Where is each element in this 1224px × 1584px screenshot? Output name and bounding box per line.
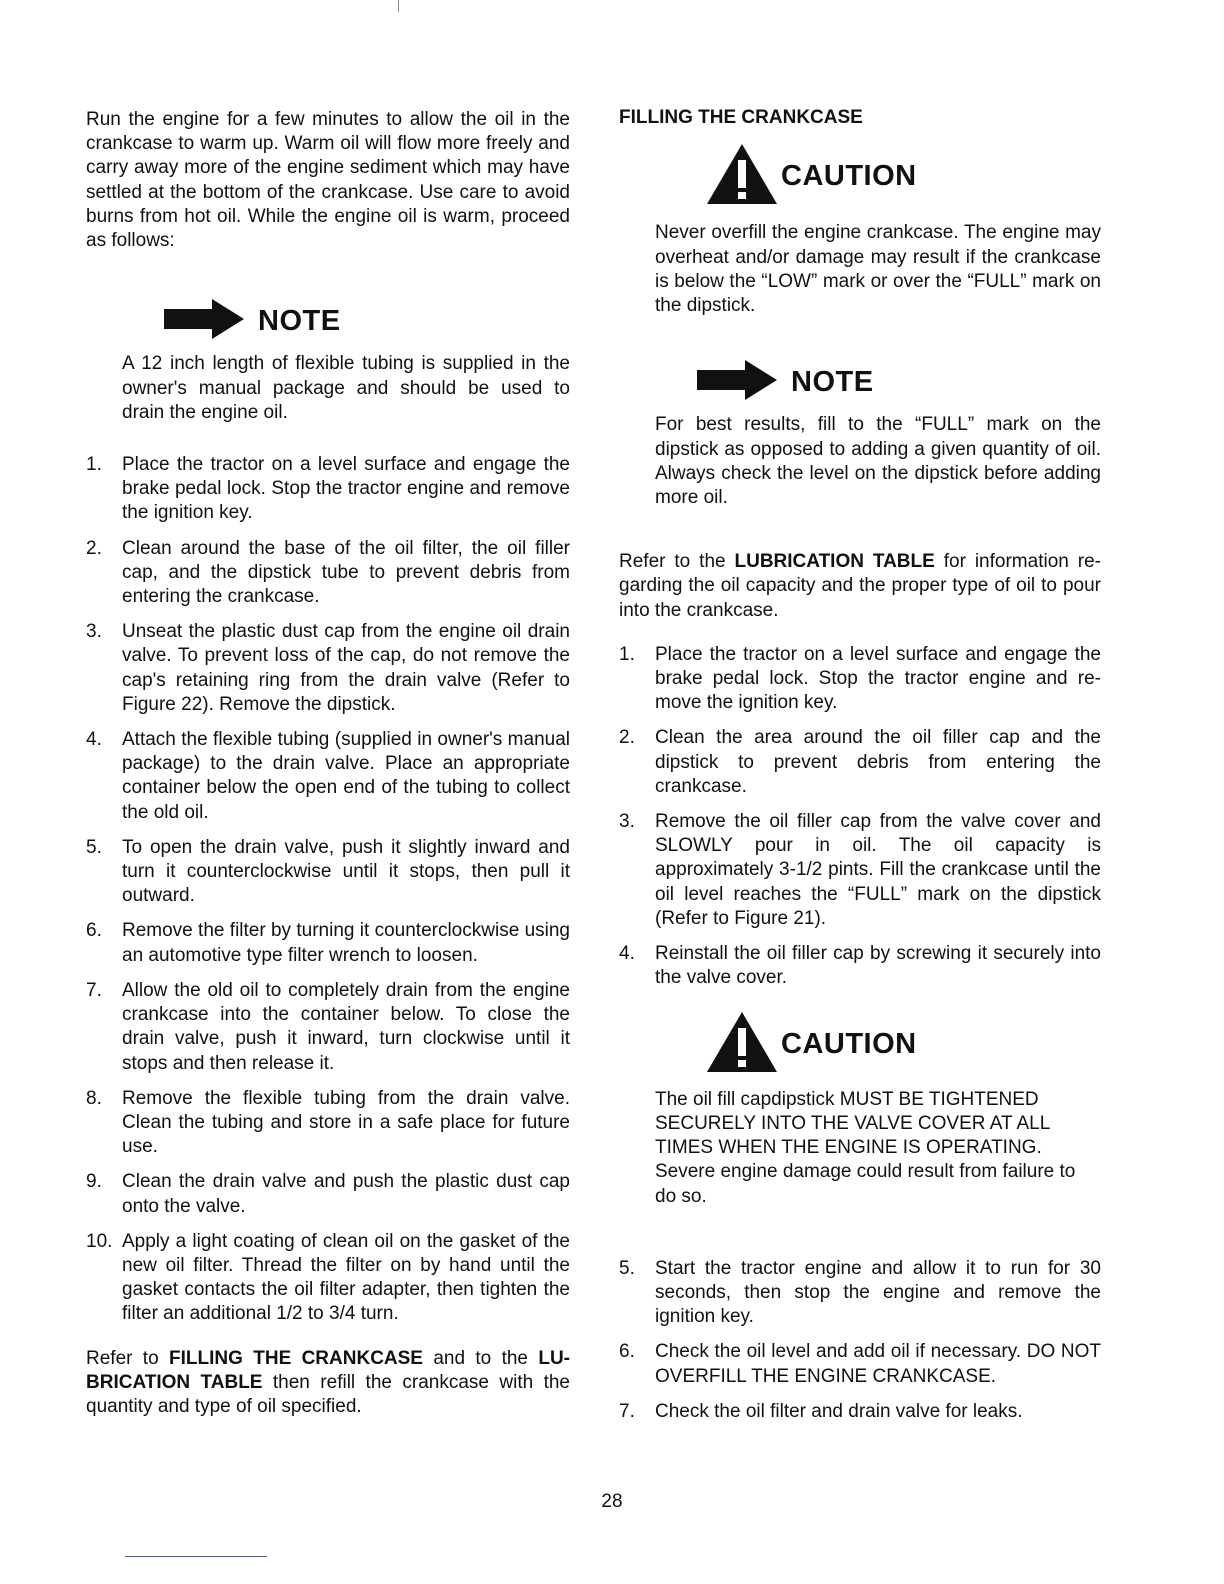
step-text: Reinstall the oil filler cap by screwing it securely into the valve cover. [655, 943, 1101, 989]
step-text: Clean the area around the oil filler cap and the dipstick to prevent debris from entering the crankcase. [655, 727, 1101, 797]
list-item [619, 643, 1101, 716]
caution-heading: CAUTION [781, 1027, 917, 1060]
step-number: 2. [619, 727, 635, 749]
step-text: Start the tractor engine and allow it to run for 30 seconds, then stop the engine and remove the ignition key. [655, 1257, 1101, 1328]
step-number: 7. [86, 979, 102, 1001]
refer-text: and to the [422, 1347, 539, 1369]
list-item [619, 1400, 1101, 1424]
step-text: Check the oil filter and drain valve for leaks. [655, 1400, 1023, 1422]
list-item [86, 1230, 570, 1327]
page-number: 28 [601, 1491, 623, 1512]
step-text: Remove the oil filler cap from the valve cover and SLOWLY pour in oil. The oil capacity is approximately 3-1/2 pints. Fill the crankcase until the oil level reaches the “FULL” mark on the dipstick (Refer to Figure 21). [655, 811, 1101, 929]
step-number: 6. [619, 1341, 635, 1363]
warning-icon [707, 144, 777, 207]
step-text: Unseat the plastic dust cap from the engine oil drain valve. To prevent loss of the cap, do not remove the cap's retaining ring from the drain valve (Refer to Figure 22). Remove the dipstick. [122, 621, 570, 715]
section-title: FILLING THE CRANKCASE [619, 107, 863, 128]
list-item [86, 979, 570, 1076]
caution-block-2 [619, 1012, 1101, 1208]
note-block-left [86, 299, 570, 425]
note-heading-row [655, 360, 1101, 403]
step-text: Check the oil level and add oil if necessary. DO NOT OVERFILL THE ENGINE CRANKCASE. [655, 1341, 1101, 1387]
step-text: Remove the flexible tubing from the drain valve. Clean the tubing and store in a safe place for future use. [122, 1087, 570, 1158]
caution-heading-row [655, 144, 1101, 207]
step-number: 10. [86, 1230, 113, 1252]
refer-bold-filling: FILLING THE CRANKCASE [169, 1347, 423, 1369]
step-number: 6. [86, 920, 102, 942]
step-number: 5. [86, 836, 102, 858]
list-item [86, 919, 570, 967]
step-text: Place the tractor on a level surface and engage the brake pedal lock. Stop the tractor engine and remove the ignition key. [655, 643, 1101, 714]
drain-steps-list [86, 453, 570, 1327]
footer-rule [125, 1556, 267, 1557]
step-number: 4. [619, 943, 635, 965]
step-number: 3. [619, 811, 635, 833]
list-item [619, 1257, 1101, 1330]
list-item [619, 942, 1101, 990]
refer-paragraph-left [86, 1347, 570, 1420]
list-item [86, 620, 570, 717]
caution-heading: CAUTION [781, 159, 917, 192]
step-text: Clean the drain valve and push the plastic dust cap onto the valve. [122, 1171, 570, 1217]
step-text: Clean around the base of the oil filter, the oil filler cap, and the dipstick tube to prevent debris from entering the crankcase. [122, 537, 570, 608]
scan-mark [398, 0, 399, 12]
step-text: To open the drain valve, push it slightly inward and turn it counterclockwise until it stops, then pull it outward. [122, 836, 570, 907]
caution-heading-row [655, 1012, 1101, 1075]
note-block-right [619, 360, 1101, 510]
refer-text: for information regarding the oil capacity and the proper type of oil to pour into the crankcase. [619, 551, 1101, 621]
note-heading: NOTE [258, 304, 341, 337]
step-text: Allow the old oil to completely drain from the engine crankcase into the container below. To close the drain valve, push it inward, turn clockwise until it stops and then release it. [122, 979, 570, 1074]
list-item [86, 453, 570, 526]
fill-steps-list [619, 643, 1101, 991]
step-text: Attach the flexible tubing (supplied in owner's manual package) to the drain valve. Place an appropriate container below the open end of the tubing to collect the old oil. [122, 729, 570, 823]
refer-bold-table: LUBRICATION TABLE [86, 1347, 570, 1393]
list-item [86, 537, 570, 610]
step-text: Remove the filter by turning it counterclockwise using an automotive type filter wrench to loosen. [122, 920, 570, 966]
step-number: 3. [86, 621, 102, 643]
caution-block-1 [619, 144, 1101, 318]
arrow-right-icon [164, 299, 244, 342]
list-item [86, 1170, 570, 1218]
list-item [86, 728, 570, 825]
list-item [619, 810, 1101, 931]
caution-body: Never overfill the engine crankcase. The engine may overheat and/or damage may result if the crankcase is below the “LOW” mark or over the “FULL” mark on the dipstick. [655, 222, 1101, 317]
refer-bold-table: LUBRICATION TABLE [734, 551, 935, 573]
left-column [86, 108, 570, 1419]
step-number: 1. [619, 643, 635, 665]
caution-body-upper: The oil fill capdipstick MUST BE TIGHTENED SECURELY INTO THE VALVE COVER AT ALL TIMES WHEN THE ENGINE IS OPERATING. [655, 1088, 1050, 1159]
right-column [619, 106, 1101, 1424]
caution-body-lower: Severe engine damage could result from failure to do so. [655, 1161, 1076, 1207]
step-number: 7. [619, 1400, 635, 1422]
list-item [619, 1340, 1101, 1388]
step-number: 5. [619, 1257, 635, 1279]
list-item [86, 836, 570, 909]
step-number: 8. [86, 1087, 102, 1109]
step-text: Place the tractor on a level surface and engage the brake pedal lock. Stop the tractor engine and remove the ignition key. [122, 454, 570, 524]
step-number: 4. [86, 729, 102, 751]
note-body: A 12 inch length of flexible tubing is supplied in the owner's manual package and should be used to drain the engine oil. [122, 353, 570, 423]
refer-text: Refer to the [619, 551, 735, 573]
note-body: For best results, fill to the “FULL” mark on the dipstick as opposed to adding a given quantity of oil. Always check the level on the dipstick before adding more oil. [655, 414, 1101, 509]
step-number: 2. [86, 537, 102, 559]
list-item [86, 1087, 570, 1160]
refer-text: then refill the crankcase with the quantity and type of oil specified. [86, 1371, 570, 1417]
note-heading-row [122, 299, 570, 342]
refer-text: Refer to [86, 1347, 170, 1369]
refer-paragraph-right [619, 550, 1101, 623]
arrow-right-icon [697, 360, 777, 403]
step-number: 9. [86, 1171, 102, 1193]
intro-paragraph: Run the engine for a few minutes to allow the oil in the crankcase to warm up. Warm oil will flow more freely and carry away more of the engine sediment which may have settled at the bottom of the crankcase. Use care to avoid burns from hot oil. While the engine oil is warm, proceed as follows: [86, 109, 570, 252]
warning-icon [707, 1012, 777, 1075]
list-item [619, 726, 1101, 799]
step-number: 1. [86, 454, 102, 476]
note-heading: NOTE [791, 365, 874, 398]
fill-steps-list-continued [619, 1257, 1101, 1424]
step-text: Apply a light coating of clean oil on the gasket of the new oil filter. Thread the filter on by hand until the gasket contacts the oil filter adapter, then tighten the filter an additional 1/2 to 3/4 turn. [122, 1230, 570, 1325]
